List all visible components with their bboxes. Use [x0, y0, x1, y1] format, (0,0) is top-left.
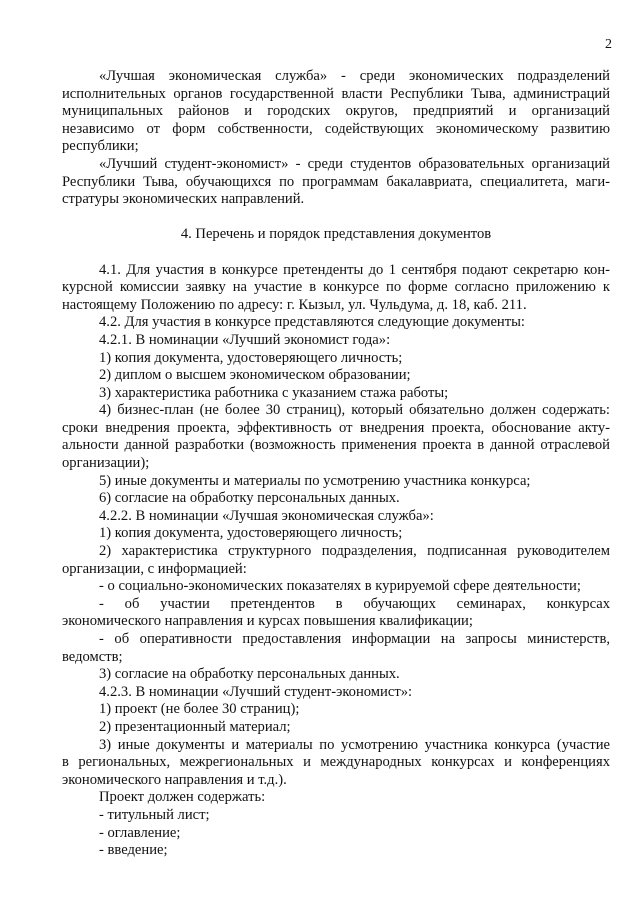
text-line: настоящему Положению по адресу: г. Кызыл, ул. Чульдума, д. 18, каб. 211. [62, 296, 527, 313]
text-line: сроки внедрения проекта, эффективность от внедрения проекта, обоснование акту- [62, 419, 610, 436]
text-line: 4.1. Для участия в конкурсе претенденты до 1 сентября подают секретарю кон- [99, 261, 610, 278]
text-line: республики; [62, 138, 139, 155]
text-line: Проект должен содержать: [99, 789, 266, 806]
text-line: - оглавление; [99, 824, 181, 841]
text-line: 4.2. Для участия в конкурсе представляются следующие документы: [99, 314, 525, 331]
blank-line [62, 244, 610, 262]
text-line: 1) проект (не более 30 страниц); [99, 701, 300, 718]
text-line: 3) иные документы и материалы по усмотрению участника конкурса (участие [99, 736, 610, 753]
text-line: 6) согласие на обработку персональных данных. [99, 490, 400, 507]
text-line: организации); [62, 455, 150, 472]
text-line: «Лучшая экономическая служба» - среди экономических подразделений [99, 68, 610, 84]
page-number: 2 [605, 37, 612, 52]
text-line: 3) согласие на обработку персональных данных. [99, 666, 400, 683]
text-line: 2) диплом о высшем экономическом образовании; [99, 367, 411, 384]
text-line: 4) бизнес-план (не более 30 страниц), который обязательно должен содержать: [99, 402, 610, 419]
text-line: альности данной разработки (возможность применения проекта в данной отраслевой [62, 437, 610, 454]
text-line: 3) характеристика работника с указанием стажа работы; [99, 384, 449, 401]
text-line: - об оперативности предоставления информации на запросы министерств, [99, 631, 610, 647]
text-line: 1) копия документа, удостоверяющего личность; [99, 525, 403, 542]
text-line: ведомств; [62, 648, 123, 665]
text-line: - о социально-экономических показателях в курируемой сфере деятельности; [99, 578, 581, 595]
text-line: 5) иные документы и материалы по усмотрению участника конкурса; [99, 472, 531, 489]
text-line: - титульный лист; [99, 806, 210, 823]
text-line: - введение; [99, 842, 168, 859]
text-line: независимо от форм собственности, содействующих экономическому развитию [62, 120, 610, 137]
text-line: организации, с информацией: [62, 560, 247, 577]
text-line: стратуры экономических направлений. [62, 191, 305, 208]
text-line: курсной комиссии заявку на участие в конкурсе по форме согласно приложению к [62, 279, 610, 296]
text-line: 2) презентационный материал; [99, 718, 291, 735]
text-line: экономического направления и т.д.). [62, 771, 287, 788]
text-line: 2) характеристика структурного подразделения, подписанная руководителем [99, 543, 610, 560]
document-body [62, 68, 610, 860]
text-line: муниципальных районов и городских округов, предприятий и организаций [62, 103, 610, 120]
text-line: Республики Тыва, обучающихся по программам бакалавриата, специалитета, маги- [62, 173, 610, 190]
text-line: экономического направления и курсах повышения квалификации; [62, 613, 473, 630]
blank-line [62, 209, 610, 227]
text-line: 1) копия документа, удостоверяющего личность; [99, 349, 403, 366]
text-line: 4.2.1. В номинации «Лучший экономист года»: [99, 331, 391, 348]
text-line: 4.2.2. В номинации «Лучшая экономическая служба»: [99, 507, 434, 524]
text-line: 4.2.3. В номинации «Лучший студент-экономист»: [99, 683, 413, 700]
text-line: - об участии претендентов в обучающих семинарах, конкурсах [99, 595, 610, 612]
text-line: в региональных, межрегиональных и международных конкурсах и конференциях [62, 754, 610, 771]
section-heading: 4. Перечень и порядок представления документов [180, 226, 492, 243]
text-line: исполнительных органов государственной власти Республики Тыва, администраций [62, 85, 610, 102]
text-line: «Лучший студент-экономист» - среди студентов образовательных организаций [99, 155, 610, 172]
